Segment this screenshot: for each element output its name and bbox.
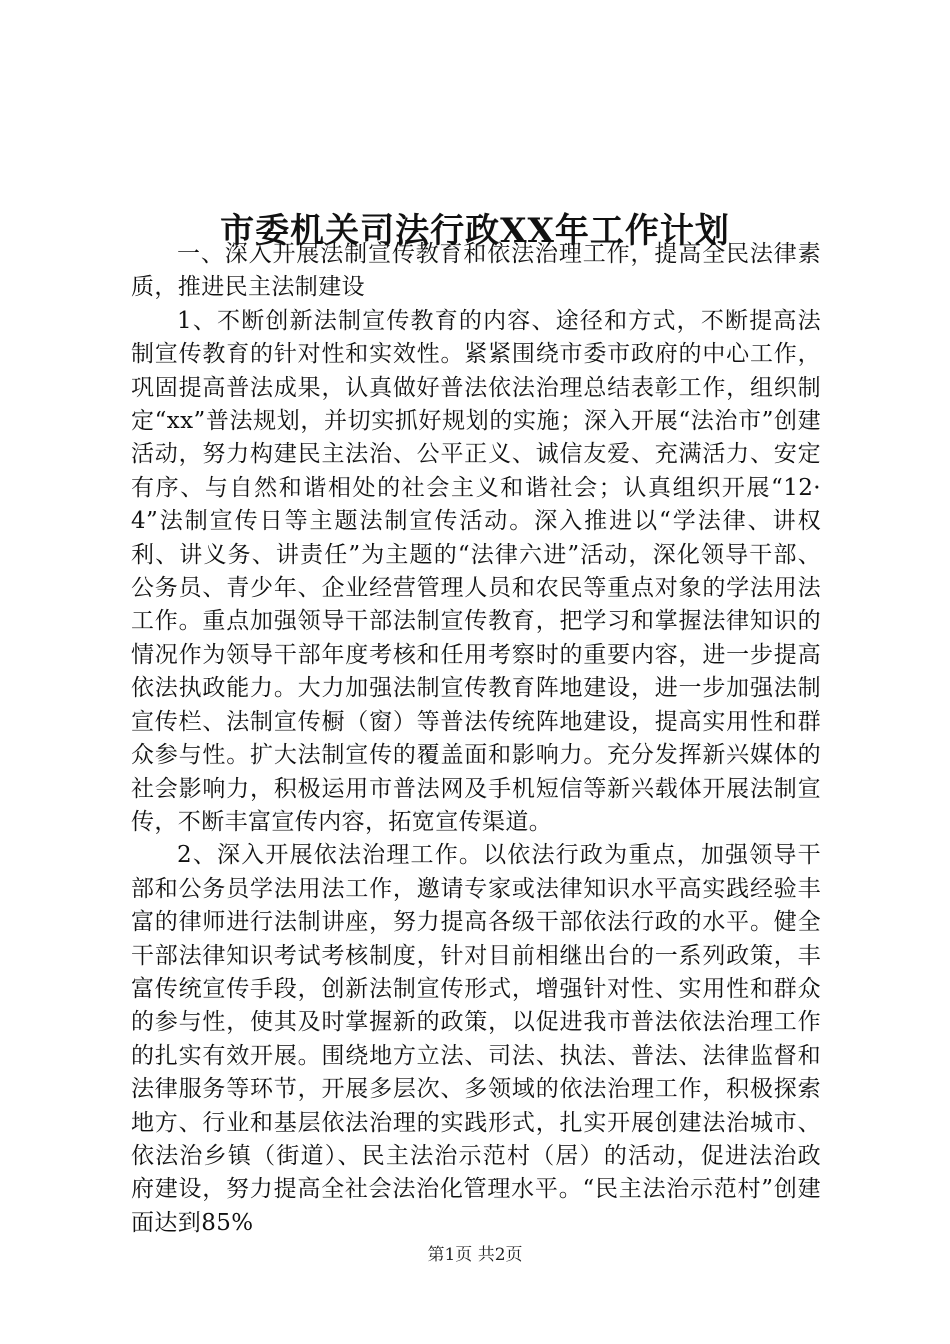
paragraph-section-heading: 一、深入开展法制宣传教育和依法治理工作，提高全民法律素质，推进民主法制建设 bbox=[131, 241, 821, 301]
document-body bbox=[131, 238, 821, 1240]
paragraph-item-2: 2、深入开展依法治理工作。以依法行政为重点，加强领导干部和公务员学法用法工作，邀请专家或法律知识水平高实践经验丰富的律师进行法制讲座，努力提高各级干部依法行政的水平。健全干部法律知识考试考核制度，针对目前相继出台的一系列政策，丰富传统宣传手段，创新法制宣传形式，增强针对性、实用性和群众的参与性，使其及时掌握新的政策，以促进我市普法依法治理工作的扎实有效开展。围绕地方立法、司法、执法、普法、法律监督和法律服务等环节，开展多层次、多领域的依法治理工作，积极探索地方、行业和基层依法治理的实践形式，扎实开展创建法治城市、依法治乡镇（街道）、民主法治示范村（居）的活动，促进法治政府建设，努力提高全社会法治化管理水平。“民主法治示范村”创建面达到85% bbox=[131, 842, 821, 1236]
document-title: 市委机关司法行政XX年工作计划 bbox=[220, 210, 730, 251]
paragraph-item-1: 1、不断创新法制宣传教育的内容、途径和方式，不断提高法制宣传教育的针对性和实效性。紧紧围绕市委市政府的中心工作，巩固提高普法成果，认真做好普法依法治理总结表彰工作，组织制定“xx”普法规划，并切实抓好规划的实施；深入开展“法治市”创建活动，努力构建民主法治、公平正义、诚信友爱、充满活力、安定有序、与自然和谐相处的社会主义和谐社会；认真组织开展“12·4”法制宣传日等主题法制宣传活动。深入推进以“学法律、讲权利、讲义务、讲责任”为主题的“法律六进”活动，深化领导干部、公务员、青少年、企业经营管理人员和农民等重点对象的学法用法工作。重点加强领导干部法制宣传教育，把学习和掌握法律知识的情况作为领导干部年度考核和任用考察时的重要内容，进一步提高依法执政能力。大力加强法制宣传教育阵地建设，进一步加强法制宣传栏、法制宣传橱（窗）等普法传统阵地建设，提高实用性和群众参与性。扩大法制宣传的覆盖面和影响力。充分发挥新兴媒体的社会影响力，积极运用市普法网及手机短信等新兴载体开展法制宣传，不断丰富宣传内容，拓宽宣传渠道。 bbox=[131, 307, 821, 835]
page-number-footer: 第1页 共2页 bbox=[427, 1245, 523, 1265]
